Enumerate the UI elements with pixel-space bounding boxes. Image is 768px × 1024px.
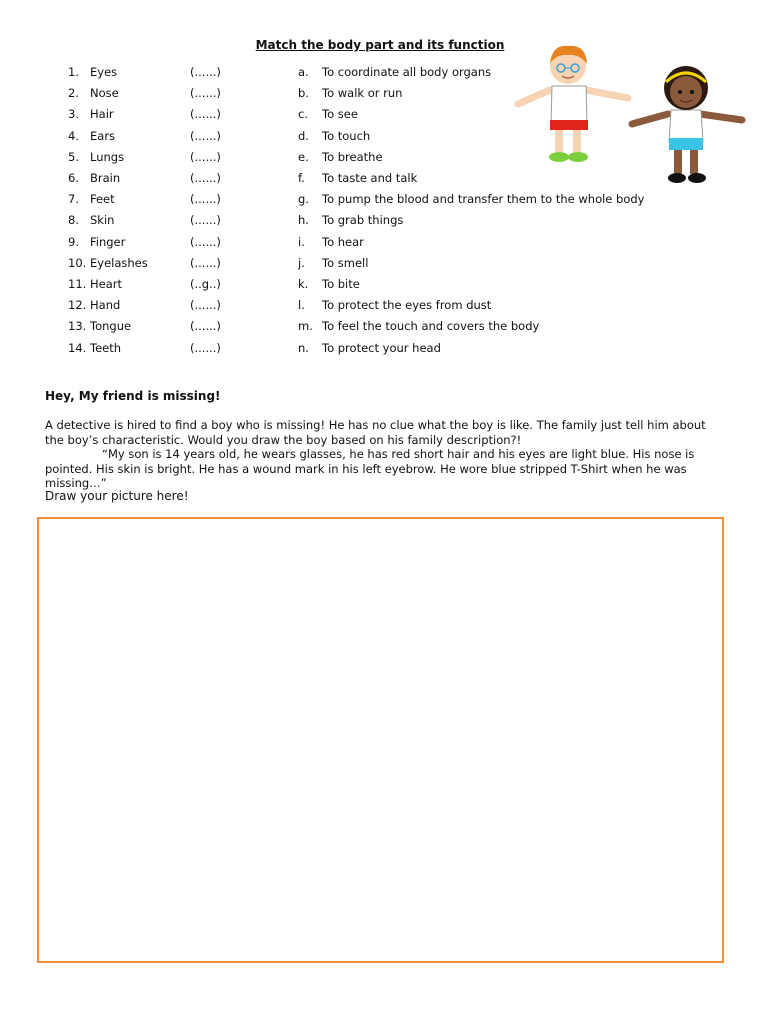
item-number: 7.	[68, 192, 79, 207]
answer-blank[interactable]: (......)	[190, 149, 221, 164]
item-number: 2.	[68, 86, 79, 101]
answer-blank[interactable]: (......)	[190, 107, 221, 122]
list-item	[0, 189, 768, 209]
function-label: To breathe	[322, 149, 383, 164]
answer-blank[interactable]: (......)	[190, 65, 221, 79]
function-label: To taste and talk	[322, 171, 418, 185]
function-letter: d.	[298, 128, 309, 143]
function-letter: h.	[298, 213, 309, 228]
function-letter: m.	[298, 319, 313, 334]
function-label: To coordinate all body organs	[322, 65, 492, 79]
list-item	[0, 316, 768, 336]
answer-blank[interactable]: (......)	[190, 128, 221, 143]
function-label: To bite	[322, 277, 360, 291]
function-label: To grab things	[322, 213, 404, 228]
list-item	[0, 295, 768, 315]
body-part-label: Skin	[90, 213, 115, 228]
body-part-label: Eyes	[90, 65, 118, 79]
answer-blank[interactable]: (......)	[190, 213, 221, 228]
function-label: To smell	[322, 255, 369, 270]
item-number: 14.	[68, 340, 87, 355]
item-number: 1.	[68, 65, 79, 79]
girl-figure	[632, 66, 742, 183]
function-letter: g.	[298, 192, 309, 207]
body-part-label: Lungs	[90, 149, 125, 164]
list-item	[0, 210, 768, 230]
body-part-label: Hair	[90, 107, 114, 122]
function-letter: k.	[298, 277, 309, 291]
function-letter: a.	[298, 65, 309, 79]
item-number: 4.	[68, 128, 79, 143]
answer-blank[interactable]: (......)	[190, 171, 221, 185]
function-label: To feel the touch and covers the body	[322, 319, 540, 334]
function-label: To see	[322, 107, 358, 122]
list-item	[0, 274, 768, 294]
body-part-label: Heart	[90, 277, 123, 291]
item-number: 12.	[68, 298, 87, 313]
item-number: 10.	[68, 255, 87, 270]
function-label: To hear	[322, 234, 364, 249]
body-part-label: Nose	[90, 86, 119, 101]
answer-blank[interactable]: (......)	[190, 255, 221, 270]
body-part-label: Finger	[90, 234, 126, 249]
answer-blank[interactable]: (......)	[190, 298, 221, 313]
body-part-label: Brain	[90, 171, 121, 185]
function-letter: b.	[298, 86, 309, 101]
function-label: To protect the eyes from dust	[322, 298, 492, 313]
answer-blank[interactable]: (......)	[190, 340, 221, 355]
function-label: To pump the blood and transfer them to the whole body	[322, 192, 645, 207]
function-letter: n.	[298, 340, 309, 355]
answer-blank[interactable]: (..g..)	[190, 277, 221, 291]
item-number: 13.	[68, 319, 87, 334]
boy-figure	[518, 46, 628, 162]
body-part-label: Ears	[90, 128, 116, 143]
answer-blank[interactable]: (......)	[190, 319, 221, 334]
function-label: To protect your head	[322, 340, 441, 355]
item-number: 6.	[68, 171, 79, 185]
body-part-label: Hand	[90, 298, 121, 313]
answer-blank[interactable]: (......)	[190, 192, 221, 207]
story-paragraph	[45, 418, 715, 491]
answer-blank[interactable]: (......)	[190, 234, 221, 249]
item-number: 8.	[68, 213, 79, 228]
function-label: To touch	[322, 128, 371, 143]
children-illustration	[510, 38, 750, 190]
worksheet-title: Match the body part and its function	[255, 38, 505, 52]
list-item	[0, 338, 768, 358]
body-part-label: Feet	[90, 192, 115, 207]
function-letter: e.	[298, 149, 309, 164]
item-number: 9.	[68, 234, 79, 249]
answer-blank[interactable]: (......)	[190, 86, 221, 101]
body-part-label: Tongue	[90, 319, 132, 334]
function-letter: i.	[298, 234, 305, 249]
draw-instruction: Draw your picture here!	[45, 489, 189, 503]
function-letter: c.	[298, 107, 308, 122]
item-number: 3.	[68, 107, 79, 122]
body-part-label: Teeth	[90, 340, 122, 355]
story-heading: Hey, My friend is missing!	[45, 389, 221, 403]
item-number: 5.	[68, 149, 79, 164]
drawing-area[interactable]	[37, 517, 724, 963]
list-item	[0, 253, 768, 273]
function-letter: f.	[298, 171, 305, 185]
family-description: “My son is 14 years old, he wears glasses, he has red short hair and his eyes are light blue. His nose is pointed. His skin is bright. He has a wound mark in his left eyebrow. He wore blue stripped T-Shirt when he was missing…”	[45, 447, 695, 491]
list-item	[0, 232, 768, 252]
story-intro: A detective is hired to find a boy who is missing! He has no clue what the boy is like. The family just tell him about the boy’s characteristic. Would you draw the boy based on his family description?!	[45, 418, 706, 447]
function-letter: j.	[298, 255, 305, 270]
body-part-label: Eyelashes	[90, 255, 148, 270]
item-number: 11.	[68, 277, 87, 291]
function-label: To walk or run	[322, 86, 403, 101]
function-letter: l.	[298, 298, 305, 313]
